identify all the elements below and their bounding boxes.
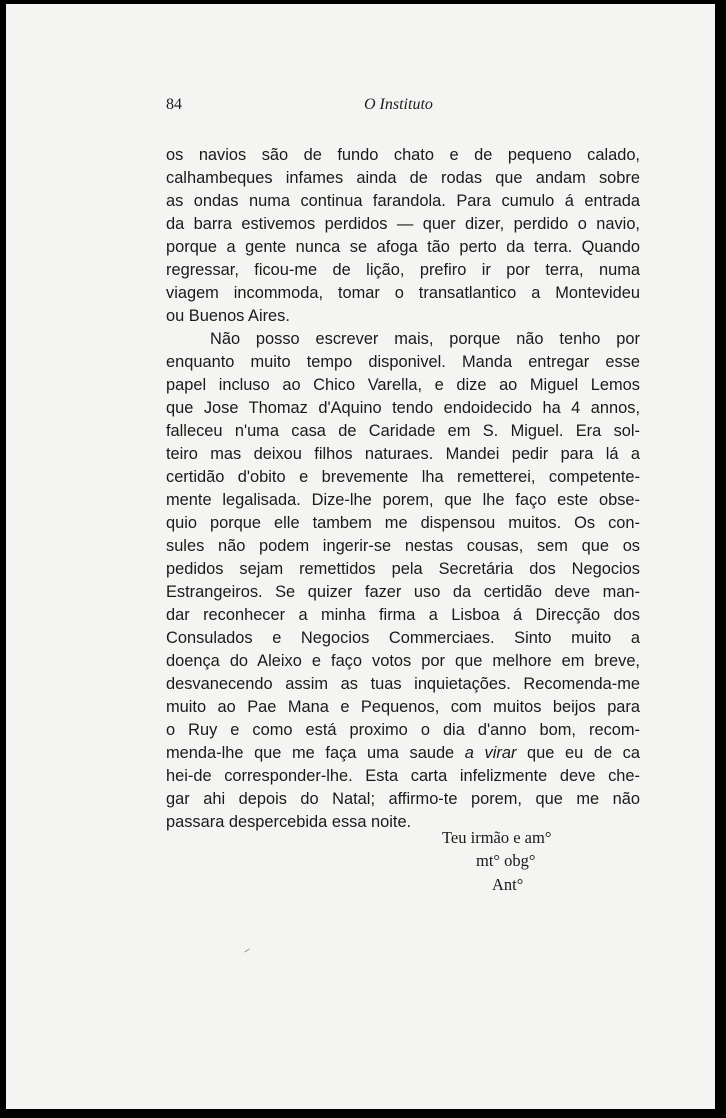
text-line: pedidos sejam remettidos pela Secretária dos Negocios xyxy=(166,560,640,578)
running-header xyxy=(6,96,715,120)
text-line: as ondas numa continua farandola. Para cumulo á entrada xyxy=(166,192,640,210)
letter-body xyxy=(166,144,640,834)
text-line: sules não podem ingerir-se nestas cousas, sem que os xyxy=(166,537,640,555)
signature-abbrev: mt° obg° xyxy=(476,851,536,870)
text-line: Consulados e Negocios Commerciaes. Sinto muito a xyxy=(166,629,640,647)
text-line: doença do Aleixo e faço votos por que melhore em breve, xyxy=(166,652,640,670)
paper-speck xyxy=(244,948,249,952)
text-line: da barra estivemos perdidos — quer dizer, perdido o navio, xyxy=(166,215,640,233)
text-line: certidão d'obito e brevemente lha remetterei, competente- xyxy=(166,468,640,486)
text-line: mente legalisada. Dize-lhe porem, que lhe faço este obse- xyxy=(166,491,640,509)
text-line: o Ruy e como está proximo o dia d'anno bom, recom- xyxy=(166,721,640,739)
text-line: ou Buenos Aires. xyxy=(166,307,290,325)
text-line: gar ahi depois do Natal; affirmo-te porem, que me não xyxy=(166,790,640,808)
text-line: Não posso escrever mais, porque não tenho por xyxy=(210,330,640,348)
italic-phrase: a virar xyxy=(464,744,517,762)
text-line: passara despercebida essa noite. xyxy=(166,813,412,831)
text-line: viagem incommoda, tomar o transatlantico a Montevideu xyxy=(166,284,640,302)
text-line: regressar, ficou-me de lição, prefiro ir por terra, numa xyxy=(166,261,640,279)
page-number: 84 xyxy=(166,96,182,113)
text-line: quio porque elle tambem me dispensou muitos. Os con- xyxy=(166,514,640,532)
signature-name: Ant° xyxy=(492,875,524,894)
text-line: falleceu n'uma casa de Caridade em S. Miguel. Era sol- xyxy=(166,422,640,440)
text-line: desvanecendo assim as tuas inquietações. Recomenda-me xyxy=(166,675,640,693)
running-title: O Instituto xyxy=(364,96,433,113)
text-line: que Jose Thomaz d'Aquino tendo endoidecido ha 4 annos, xyxy=(166,399,640,417)
text-line: teiro mas deixou filhos naturaes. Mandei pedir para lá a xyxy=(166,445,640,463)
signature-closing: Teu irmão e am° xyxy=(442,828,552,847)
text-line: menda-lhe que me faça uma saude a virar que eu de ca xyxy=(166,744,640,762)
text-line: porque a gente nunca se afoga tão perto da terra. Quando xyxy=(166,238,640,256)
book-page xyxy=(6,4,715,1109)
text-line: dar reconhecer a minha firma a Lisboa á Direcção dos xyxy=(166,606,640,624)
text-line: os navios são de fundo chato e de pequeno calado, xyxy=(166,146,640,164)
text-line: hei-de corresponder-lhe. Esta carta infelizmente deve che- xyxy=(166,767,640,785)
text-line: papel incluso ao Chico Varella, e dize ao Miguel Lemos xyxy=(166,376,640,394)
text-line: calhambeques infames ainda de rodas que andam sobre xyxy=(166,169,640,187)
text-line: Estrangeiros. Se quizer fazer uso da certidão deve man- xyxy=(166,583,640,601)
text-line: muito ao Pae Mana e Pequenos, com muitos beijos para xyxy=(166,698,640,716)
text-line: enquanto muito tempo disponivel. Manda entregar esse xyxy=(166,353,640,371)
